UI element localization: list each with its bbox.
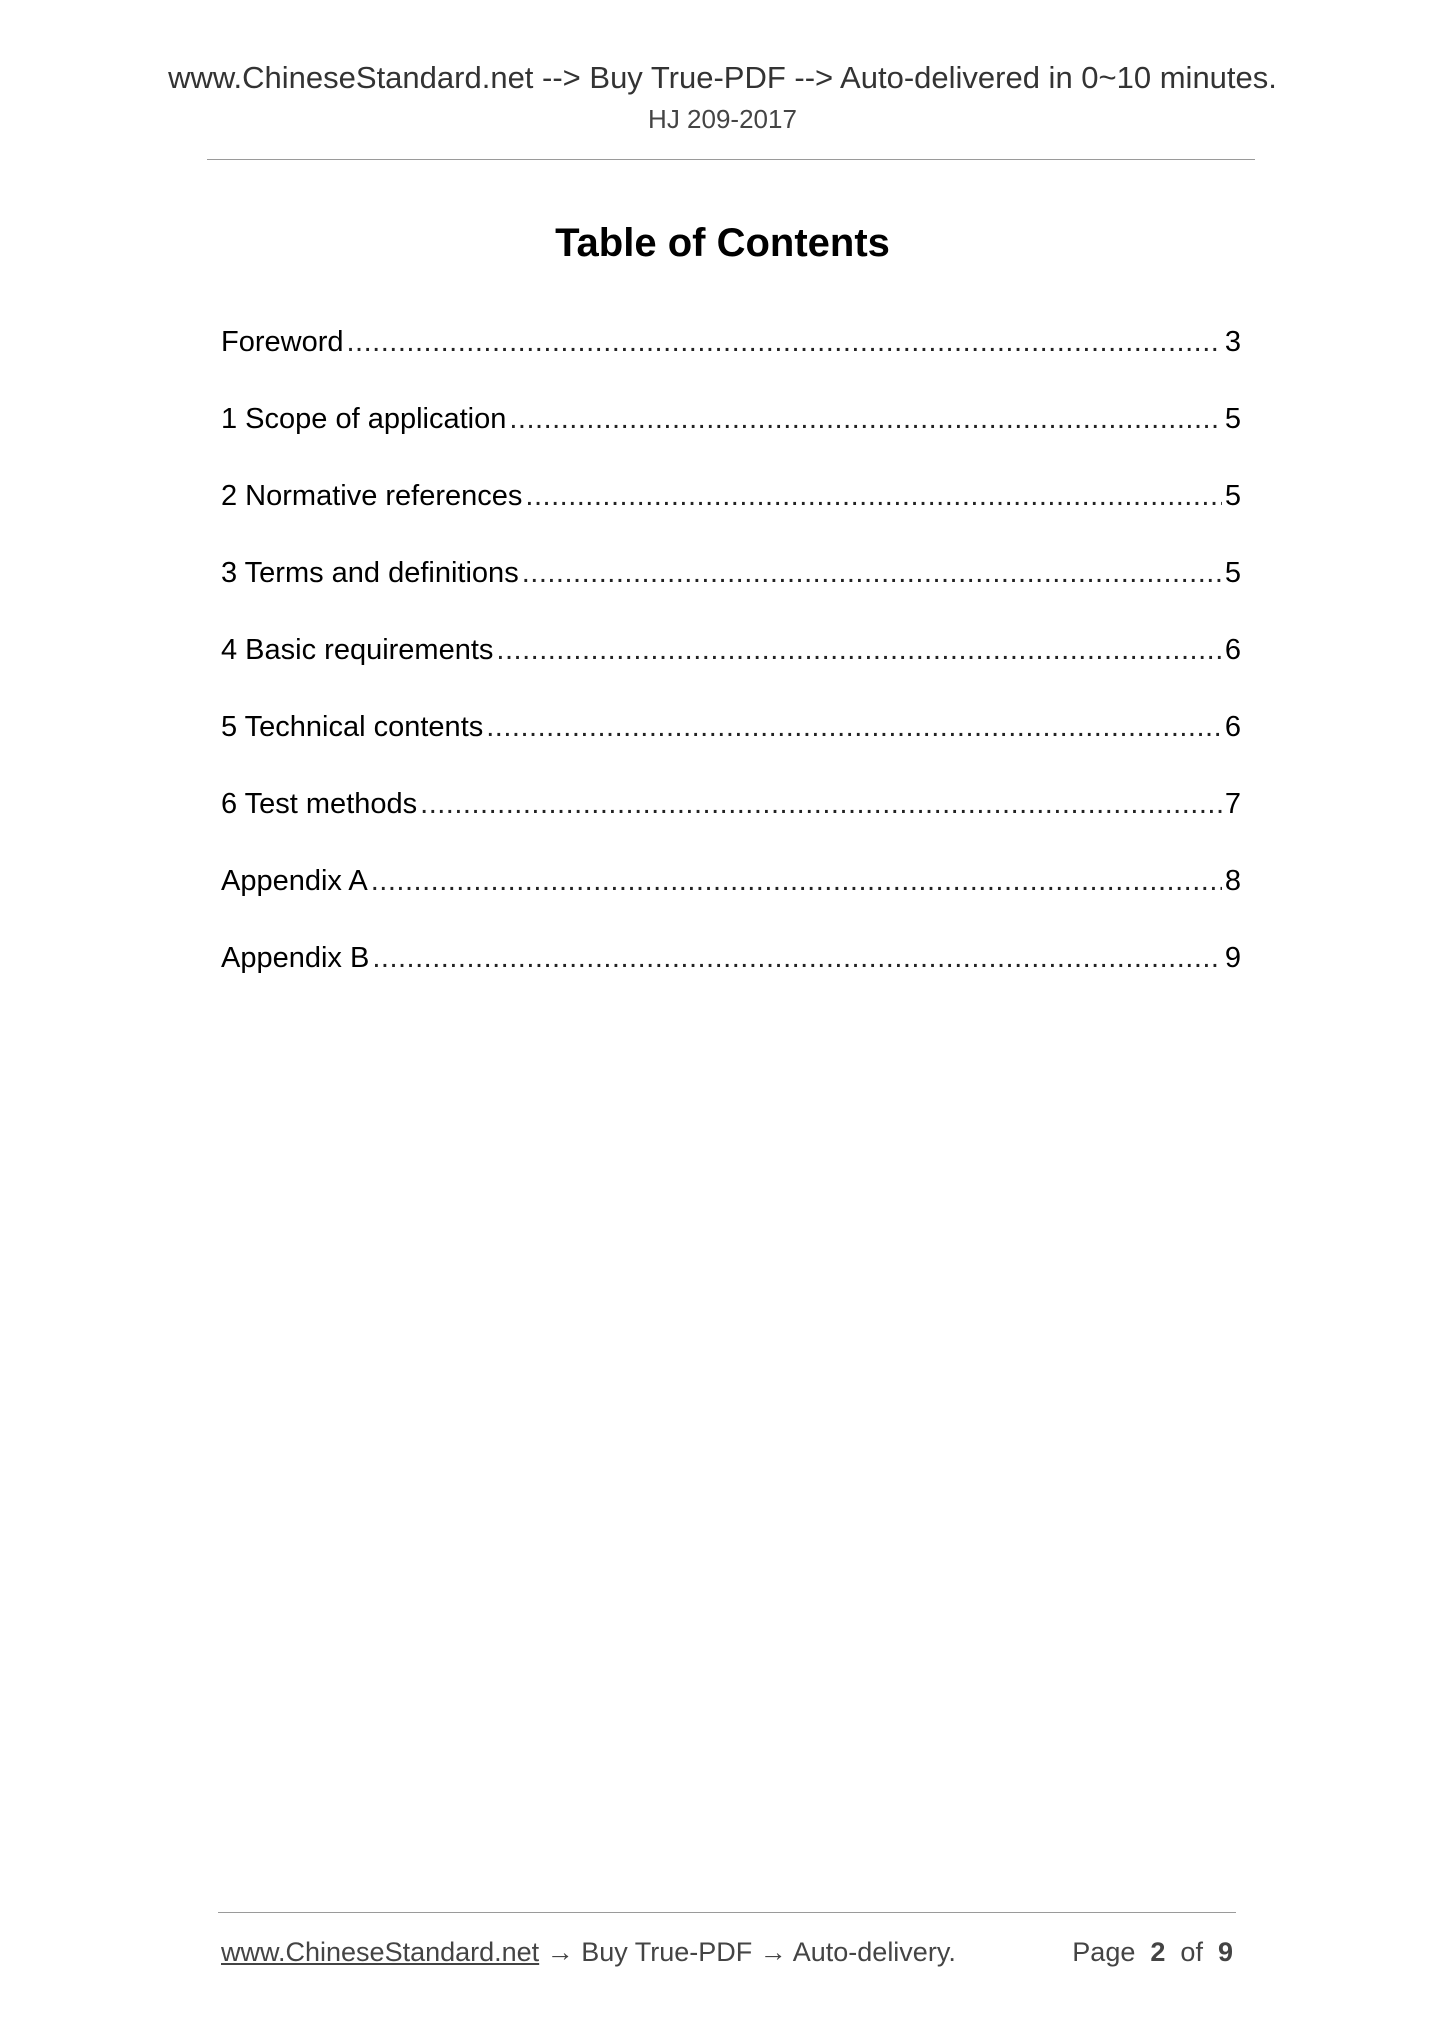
toc-dot-leader	[372, 938, 1222, 978]
toc-entry-page: 8	[1224, 865, 1241, 897]
toc-dot-leader	[522, 553, 1222, 593]
page-number	[1072, 1934, 1233, 1970]
toc-dot-leader	[486, 707, 1222, 747]
toc-entry-label: Foreword	[221, 326, 344, 358]
toc-entry-technical-contents[interactable]	[221, 707, 1241, 784]
toc-entry-scope[interactable]	[221, 399, 1241, 476]
toc-dot-leader	[525, 476, 1221, 516]
toc-entry-label: Appendix B	[221, 942, 370, 974]
toc-entry-page: 9	[1224, 942, 1241, 974]
toc-entry-label: 5 Technical contents	[221, 711, 484, 743]
toc-dot-leader	[371, 861, 1222, 901]
page-total: 9	[1217, 1937, 1233, 1967]
toc-entry-page: 5	[1224, 403, 1241, 435]
toc-entry-normative-references[interactable]	[221, 476, 1241, 553]
of-word: of	[1180, 1937, 1203, 1967]
toc-entry-page: 5	[1224, 480, 1241, 512]
toc-dot-leader	[420, 784, 1222, 824]
footer-tagline: → Buy True-PDF → Auto-delivery.	[539, 1937, 956, 1967]
toc-title: Table of Contents	[555, 221, 890, 265]
toc-entry-label: 1 Scope of application	[221, 403, 507, 435]
footer-left	[221, 1934, 956, 1970]
toc-entry-foreword[interactable]	[221, 322, 1241, 399]
toc-entry-appendix-b[interactable]	[221, 938, 1241, 1015]
toc-entry-test-methods[interactable]	[221, 784, 1241, 861]
toc-entry-label: Appendix A	[221, 865, 368, 897]
header-divider	[207, 159, 1255, 160]
toc-entry-terms-definitions[interactable]	[221, 553, 1241, 630]
toc-entry-label: 3 Terms and definitions	[221, 557, 519, 589]
toc-list	[221, 322, 1241, 1015]
toc-entry-page: 3	[1224, 326, 1241, 358]
toc-entry-basic-requirements[interactable]	[221, 630, 1241, 707]
toc-entry-page: 5	[1224, 557, 1241, 589]
toc-dot-leader	[509, 399, 1221, 439]
toc-entry-page: 6	[1224, 711, 1241, 743]
toc-dot-leader	[347, 322, 1222, 362]
footer-divider	[218, 1912, 1236, 1913]
page-current: 2	[1150, 1937, 1166, 1967]
toc-entry-appendix-a[interactable]	[221, 861, 1241, 938]
document-code: HJ 209-2017	[648, 104, 797, 134]
header-banner: www.ChineseStandard.net --> Buy True-PDF --> Auto-delivered in 0~10 minutes.	[168, 60, 1277, 95]
footer-site-link[interactable]: www.ChineseStandard.net	[221, 1937, 540, 1967]
toc-entry-label: 6 Test methods	[221, 788, 418, 820]
toc-entry-page: 7	[1224, 788, 1241, 820]
toc-dot-leader	[496, 630, 1221, 670]
toc-entry-label: 4 Basic requirements	[221, 634, 494, 666]
page-header	[0, 58, 1445, 135]
toc-entry-page: 6	[1224, 634, 1241, 666]
toc-entry-label: 2 Normative references	[221, 480, 523, 512]
page-word: Page	[1072, 1937, 1136, 1967]
